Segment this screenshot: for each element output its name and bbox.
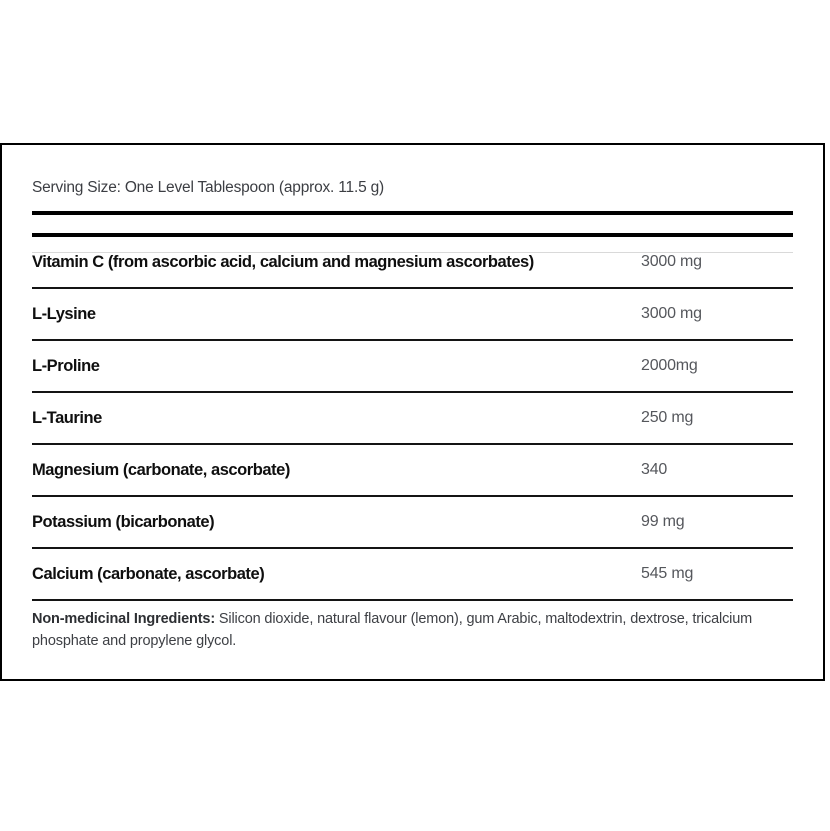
table-row <box>32 393 793 445</box>
nutrient-amount: 2000mg <box>641 357 698 374</box>
supplement-facts-panel <box>0 143 825 681</box>
nutrient-name: Magnesium (carbonate, ascorbate) <box>32 460 290 479</box>
non-medicinal-ingredients-text: Silicon dioxide, natural flavour (lemon), gum Arabic, maltodextrin, dextrose, tricalcium phosphate and propylene glycol. <box>32 611 753 649</box>
table-row <box>32 445 793 497</box>
nutrient-amount: 3000 mg <box>641 253 702 270</box>
non-medicinal-ingredients-label: Non-medicinal Ingredients: <box>32 611 216 627</box>
non-medicinal-ingredients <box>32 608 793 652</box>
serving-size-text: Serving Size: One Level Tablespoon (approx. 11.5 g) <box>32 179 384 196</box>
nutrient-name: L-Lysine <box>32 304 96 323</box>
table-row <box>32 497 793 549</box>
nutrient-amount: 545 mg <box>641 565 694 582</box>
nutrient-name: Calcium (carbonate, ascorbate) <box>32 564 265 583</box>
nutrient-name: Vitamin C (from ascorbic acid, calcium and magnesium ascorbates) <box>32 252 534 271</box>
table-row <box>32 341 793 393</box>
nutrient-amount: 99 mg <box>641 513 685 530</box>
table-row <box>32 237 793 289</box>
nutrient-name: L-Proline <box>32 356 100 375</box>
nutrient-name: L-Taurine <box>32 408 102 427</box>
nutrient-amount: 250 mg <box>641 409 694 426</box>
thick-rule-top <box>32 211 793 215</box>
nutrient-amount: 340 <box>641 461 668 478</box>
nutrient-amount: 3000 mg <box>641 305 702 322</box>
table-row <box>32 289 793 341</box>
table-row <box>32 549 793 601</box>
nutrient-table <box>32 237 793 601</box>
nutrient-name: Potassium (bicarbonate) <box>32 512 215 531</box>
